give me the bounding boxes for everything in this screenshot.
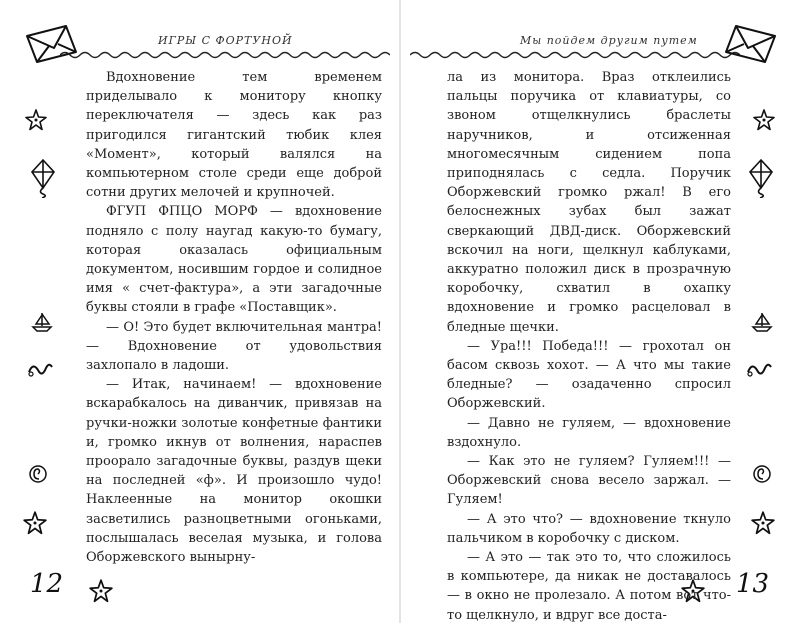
paragraph: — Давно не гуляем, — вдохновение вздохнуло. <box>447 415 731 450</box>
paragraph: — А это что? — вдохновение ткнуло пальчиком в коробочку с диском. <box>447 511 731 546</box>
paragraph: Вдохновение тем временем приделывало к монитору кнопку переключателя — здесь как раз пригодился гигантский тюбик клея «Момент», который валялся на компьютерном столе среди еще доброй сотни других мелочей и крупночей. <box>86 70 382 201</box>
left-page <box>0 0 400 623</box>
running-header: Мы пойдем другим путем <box>520 34 698 47</box>
paragraph: — Ура!!! Победа!!! — грохотал он басом сквозь хохот. — А что мы такие бледные? — озадаченно спросил Оборжевский. <box>447 338 731 412</box>
kite-icon <box>30 158 56 198</box>
paragraph: — Как это не гуляем? Гуляем!!! — Оборжевский снова весело заржал. — Гуляем! <box>447 454 731 508</box>
kite-icon <box>748 158 774 198</box>
running-header: ИГРЫ С ФОРТУНОЙ <box>158 34 293 47</box>
left-page-body <box>86 68 382 567</box>
page-number: 13 <box>736 569 770 599</box>
swirl-icon <box>750 462 774 486</box>
right-page <box>400 0 800 623</box>
paragraph: — А это — так это то, что сложилось в компьютере, да никак не доставалось — в окно не пролезало. А потом вот что-то щелкнуло, и вдруг все доста- <box>447 550 731 623</box>
boat-icon <box>30 310 54 334</box>
star-icon <box>24 108 48 132</box>
star-icon <box>750 510 776 536</box>
paragraph: ла из монитора. Враз отклеились пальцы поручика от клавиатуры, со звоном отщелкнулись браслеты наручников, и отсиженная многомесячным сидением попа приподнялась с седла. Поручик Оборжевский громко ржал! В его белоснежных зубах был зажат сверкающий ДВД-диск. Оборжевский вскочил на ноги, щелкнул каблуками, аккуратно положил диск в прозрачную коробочку, схватил в охапку вдохновение и громко расцеловал в бледные щечки. <box>447 70 731 335</box>
boat-icon <box>750 310 774 334</box>
swirl-icon <box>26 462 50 486</box>
paragraph: — Итак, начинаем! — вдохновение вскарабкалось на диванчик, привязав на ручки-ножки золотые конфетные фантики и, громко икнув от волнения, нараспев проорало загадочные буквы, раздув щеки на последней «ф». И произошло чудо! Наклеенные на монитор окошки засветились разноцветными огоньками, послышалась веселая музыка, и голова Оборжевского вынырну- <box>86 377 382 566</box>
worm-icon <box>26 358 54 380</box>
worm-icon <box>745 358 773 380</box>
right-page-body <box>447 68 731 625</box>
paragraph: — О! Это будет включительная мантра! — Вдохновение от удовольствия захлопало в ладоши. <box>86 319 382 374</box>
star-icon <box>752 108 776 132</box>
star-icon <box>88 578 114 604</box>
star-icon <box>22 510 48 536</box>
page-number: 12 <box>30 569 64 599</box>
envelope-icon <box>722 22 780 64</box>
paragraph: ФГУП ФПЦО МОРФ — вдохновение подняло с полу наугад какую-то бумагу, которая оказалась официальным документом, носившим гордое и солидное имя « счет-фактура», а эти загадочные буквы стояли в графе «Поставщик». <box>86 204 382 316</box>
header-rule <box>410 50 740 60</box>
header-rule <box>60 50 390 60</box>
